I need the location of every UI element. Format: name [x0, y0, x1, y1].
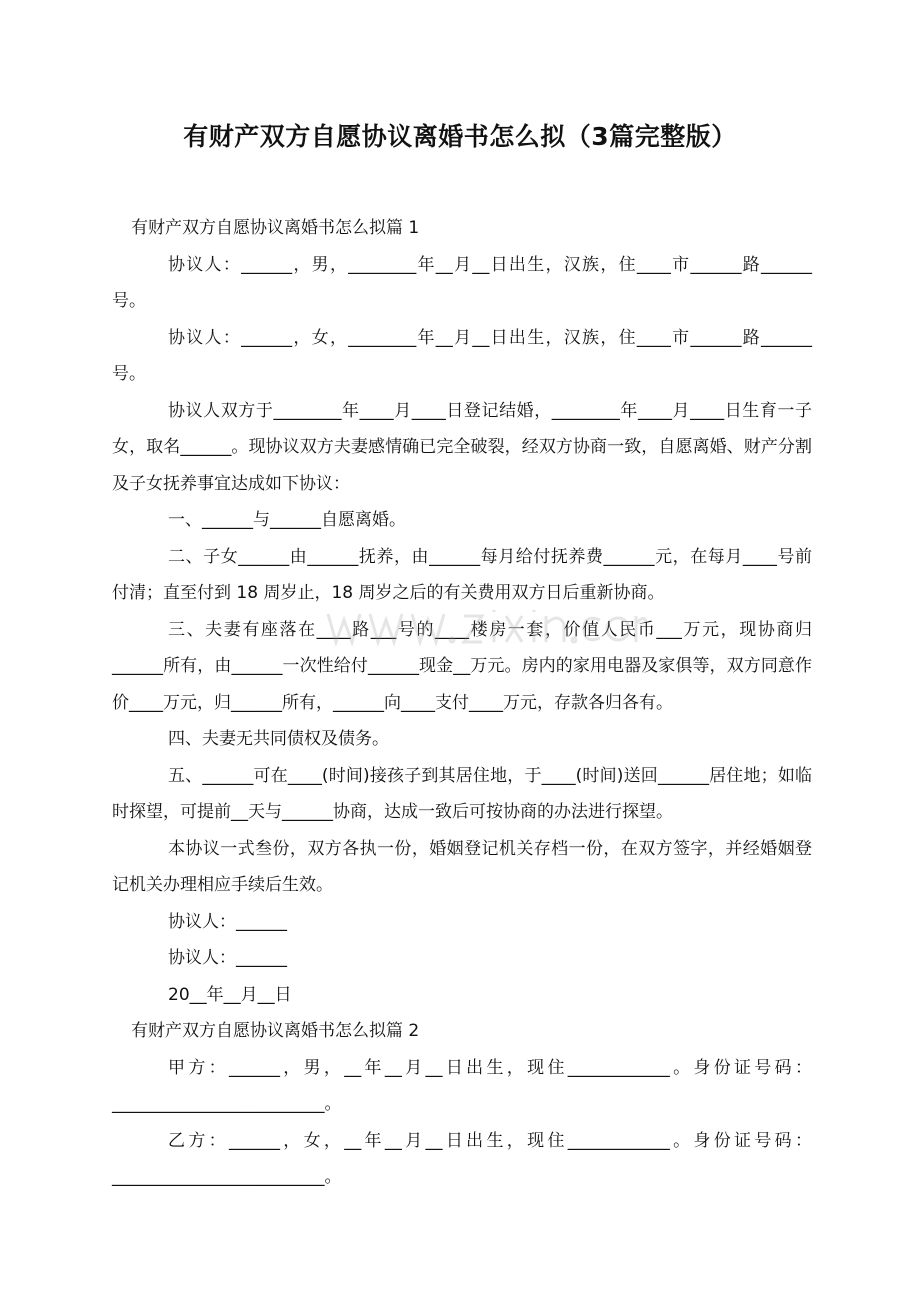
marriage-background-paragraph: 协议人双方于________年____月____日登记结婚，________年____月____日生育一子女，取名______。现协议双方夫妻感情确已完全破裂，经双方协商一致，自愿离婚、财产分割及子女抚养事宜达成如下协议：: [112, 400, 812, 494]
party-1-paragraph: 协议人：______，男，________年__月__日出生，汉族，住____市______路______号。: [112, 254, 812, 311]
clause-3-paragraph: 三、夫妻有座落在____路___号的____楼房一套，价值人民币___万元，现协商归______所有，由______一次性给付______现金__万元。房内的家用电器及家俱等，双方同意作价____万元，归______所有，______向____支付____万元，存款各归各有。: [112, 619, 812, 713]
clause-5-paragraph: 五、______可在____(时间)接孩子到其居住地，于____(时间)送回______居住地；如临时探望，可提前__天与______协商，达成一致后可按协商的办法进行探望。: [112, 765, 812, 822]
document-body: [112, 210, 812, 1196]
effectiveness-paragraph: 本协议一式叁份，双方各执一份，婚姻登记机关存档一份，在双方签字，并经婚姻登记机关办理相应手续后生效。: [112, 838, 812, 895]
date-line: 20__年__月__日: [168, 984, 292, 1005]
signature-line-2: 协议人：______: [168, 948, 287, 968]
clause-1-paragraph: 一、______与______自愿离婚。: [168, 510, 406, 530]
clause-2-paragraph: 二、子女______由______抚养，由______每月给付抚养费______元，在每月____号前付清；直至付到 18 周岁止，18 周岁之后的有关费用双方日后重新协商。: [112, 546, 812, 603]
party-2-paragraph: 协议人：______，女，________年__月__日出生，汉族，住____市______路______号。: [112, 327, 812, 384]
signature-line-1: 协议人：______: [168, 911, 287, 932]
section-heading-2: 有财产双方自愿协议离婚书怎么拟篇 2: [131, 1021, 420, 1041]
party-a-paragraph: 甲方：______，男，__年__月__日出生，现住____________。身份证号码：_________________________。: [112, 1057, 812, 1114]
party-b-paragraph: 乙方：______，女，__年__月__日出生，现住____________。身份证号码：_________________________。: [112, 1130, 812, 1187]
section-heading-1: 有财产双方自愿协议离婚书怎么拟篇 1: [131, 218, 420, 238]
document-title: 有财产双方自愿协议离婚书怎么拟（3篇完整版）: [183, 122, 737, 151]
clause-4-paragraph: 四、夫妻无共同债权及债务。: [168, 729, 389, 749]
